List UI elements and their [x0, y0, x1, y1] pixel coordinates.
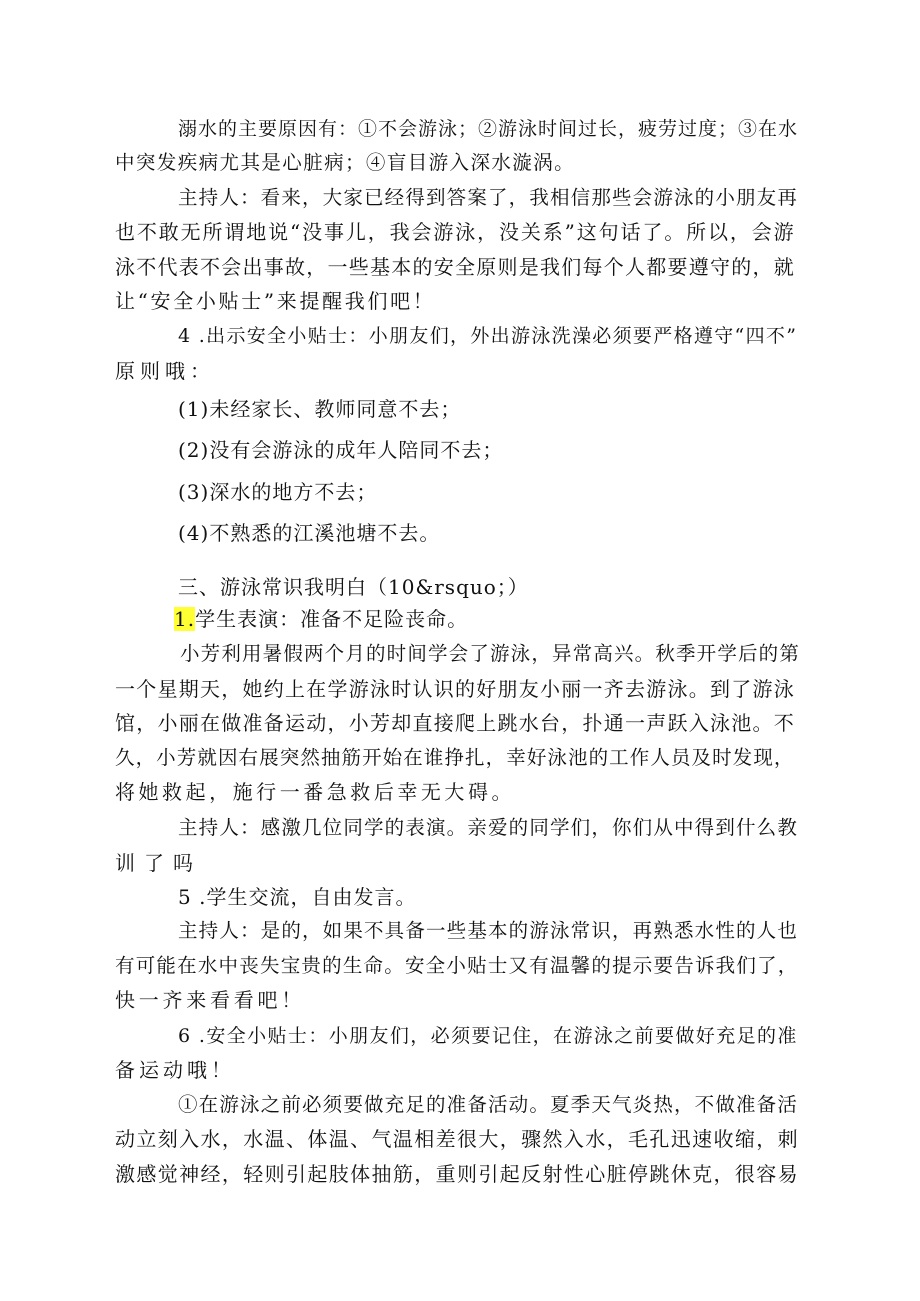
list-item: (3)深水的地方不去； [178, 480, 378, 504]
paragraph-line: 主持人：感激几位同学的表演。亲爱的同学们，你们从中得到什么教 [178, 816, 799, 839]
paragraph-line: 主持人：是的，如果不具备一些基本的游泳常识，再熟悉水性的人也 [178, 919, 799, 942]
paragraph-line: 原则哦： [115, 359, 215, 383]
highlighted-number: 1. [174, 607, 196, 631]
paragraph-line: 4 .出示安全小贴士：小朋友们，外出游泳洗澡必须要严格遵守“四不” [178, 325, 798, 347]
paragraph-line: 备运动哦！ [115, 1058, 235, 1082]
paragraph-line: 馆，小丽在做准备运动，小芳却直接爬上跳水台，扑通一声跃入泳池。不 [115, 711, 795, 735]
paragraph-line: 动立刻入水，水温、体温、气温相差很大，骤然入水，毛孔迅速收缩，刺 [115, 1127, 799, 1151]
paragraph-line: 6 .安全小贴士：小朋友们，必须要记住，在游泳之前要做好充足的准 [178, 1025, 798, 1047]
paragraph-line: 小芳利用暑假两个月的时间学会了游泳，异常高兴。秋季开学后的第 [180, 642, 801, 665]
paragraph-line: 一个星期天，她约上在学游泳时认识的好朋友小丽一齐去游泳。到了游泳 [115, 677, 795, 701]
paragraph-line: 让“安全小贴士”来提醒我们吧！ [115, 289, 436, 313]
list-item: (4)不熟悉的江溪池塘不去。 [178, 521, 441, 545]
paragraph-line: 快一齐来看看吧！ [115, 988, 305, 1012]
paragraph-line: ①在游泳之前必须要做充足的准备活动。夏季天气炎热，不做准备活 [178, 1093, 799, 1116]
item-heading [174, 606, 468, 632]
paragraph-line: 也不敢无所谓地说“没事儿，我会游泳，没关系”这句话了。所以，会游 [115, 220, 796, 244]
item-heading-text: 学生表演：准备不足险丧命。 [195, 607, 469, 631]
paragraph-line: 中突发疾病尤其是心脏病；④盲目游入深水漩涡。 [115, 151, 576, 174]
list-item: (2)没有会游泳的成年人陪同不去； [178, 438, 504, 462]
paragraph-line: 溺水的主要原因有：①不会游泳；②游泳时间过长，疲劳过度；③在水 [178, 118, 799, 140]
list-item: (1)未经家长、教师同意不去； [178, 397, 462, 421]
paragraph-line: 主持人：看来，大家已经得到答案了，我相信那些会游泳的小朋友再 [178, 186, 799, 209]
section-heading: 三、游泳常识我明白（10&rsquo；） [178, 575, 529, 599]
paragraph-line: 将她救起，施行一番急救后幸无大碍。 [115, 780, 515, 804]
paragraph-line: 5 .学生交流，自由发言。 [178, 885, 417, 909]
paragraph-line: 久，小芳就因右展突然抽筋开始在谁挣扎，幸好泳池的工作人员及时发现， [115, 746, 795, 769]
paragraph-line: 激感觉神经，轻则引起肢体抽筋，重则引起反射性心脏停跳休克，很容易 [115, 1162, 799, 1186]
paragraph-line: 有可能在水中丧失宝贵的生命。安全小贴士又有温馨的提示要告诉我们了， [115, 954, 799, 977]
paragraph-line: 训了吗 [115, 851, 202, 875]
paragraph-line: 泳不代表不会出事故，一些基本的安全原则是我们每个人都要遵守的，就 [115, 255, 795, 279]
